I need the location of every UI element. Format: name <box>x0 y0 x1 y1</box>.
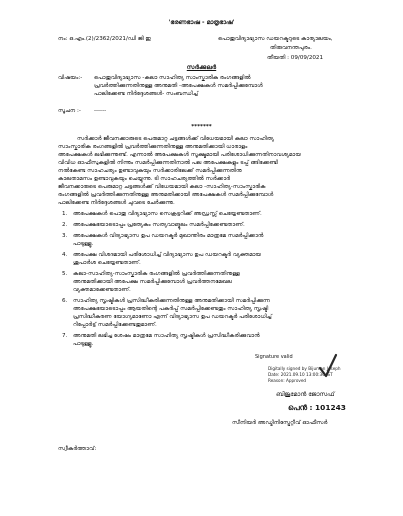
item-line: പാടുള്ളൂ. <box>73 241 94 247</box>
item-line: പാടുള്ളൂ. <box>73 341 94 347</box>
item-number: 5. <box>62 271 68 277</box>
reference-label: സൂചന :- <box>58 108 81 114</box>
reference-value: ------ <box>94 108 107 114</box>
item-line: അനുമതിക്കായി അപേക്ഷ സമർപ്പിക്കുമ്പോൾ പ്രവർത്തനമേഖല <box>73 279 232 285</box>
body-line: കാലതാമസം ഉണ്ടാവുകയും ചെയ്യുന്നു. ടി സാഹചര്യത്തിൽ സർക്കാർ <box>58 176 231 182</box>
recipients-label: സ്വീകർത്താവ്: <box>58 446 97 452</box>
item-line: അപേക്ഷകൾ പൊതു വിദ്യാഭ്യാസ സെക്രട്ടറിക്ക് അഡ്രസ്സ് ചെയ്യേണ്ടതാണ്. <box>73 211 262 217</box>
signatory-designation: സീനിയർ അഡ്മിനിസ്ട്രേറ്റീവ് ഓഫീസർ <box>232 420 328 426</box>
body-line: സർക്കാർ ജീവനക്കാരുടെ പെരുമാറ്റ ചട്ടങ്ങൾക്ക് വിധേയമായി കലാ സാഹിത്യ <box>77 136 274 142</box>
item-line: അപേക്ഷ വിശദമായി പരിശോധിച്ച് വിദ്യാഭ്യാസ ഉപ ഡയറക്ടർ വ്യക്തമായ <box>73 252 262 258</box>
item-line: അപേക്ഷയോടൊപ്പം ആയതിന്റെ പകർപ്പ് സമർപ്പിക്കേണ്ടതും സാഹിത്യ സൃഷ്ടി <box>73 306 269 312</box>
item-line: സാഹിത്യ സൃഷ്ടികൾ പ്രസിദ്ധീകരിക്കുന്നതിനുള്ള അനുമതിക്കായി സമർപ്പിക്കുന്ന <box>73 298 270 304</box>
signature-reason: Reason: Approved <box>268 378 307 383</box>
item-line: ശുപാർശ ചെയ്യേണ്ടതാണ്. <box>73 260 141 266</box>
body-line: രംഗങ്ങളിൽ പ്രവർത്തിക്കുന്നതിനുള്ള അനുമതിക്കായി അപേക്ഷകൾ സമർപ്പിക്കുമ്പോൾ <box>58 192 274 198</box>
signatory-name: ബിജുമോൻ ജോസഫ് <box>276 391 335 398</box>
item-number: 6. <box>62 298 68 304</box>
subject-line: പൊതുവിദ്യാഭ്യാസ -കലാ സാഹിത്യ സാംസ്കാരിക രംഗങ്ങളിൽ <box>94 75 251 81</box>
item-line: റിപ്പോർട്ട് സമർപ്പിക്കേണ്ടതുമാണ്. <box>73 322 157 328</box>
item-line: കലാ-സാഹിത്യ-സാംസ്കാരിക രംഗങ്ങളിൽ പ്രവർത്തിക്കുന്നതിനുള്ള <box>73 271 240 277</box>
body-line: സാംസ്കാരിക രംഗങ്ങളിൽ പ്രവർത്തിക്കുന്നതിനുള്ള അനുമതിക്കായി ധാരാളം <box>58 144 248 150</box>
reference-number: നം: ഒ.എം.(2)/2362/2021/ഡി ജി ഇ <box>58 36 151 42</box>
office-city: തിരുവനന്തപുരം. <box>270 45 312 51</box>
subject-line: പ്രവർത്തിക്കുന്നതിനുള്ള അനുമതി -അപേക്ഷകൾ സമർപ്പിക്കുമ്പോൾ <box>94 83 263 89</box>
signature-valid-label: Signature valid <box>255 354 293 360</box>
digital-signer: Digitally signed by Bijumon Joseph <box>268 366 341 371</box>
subject-label: വിഷയം:- <box>58 75 83 81</box>
item-line: വ്യക്തമാക്കേണ്ടതാണ്. <box>73 287 131 293</box>
signature-date: Date: 2021.09.10 13:00:36 IST <box>268 372 333 377</box>
separator: ******* <box>191 124 212 130</box>
item-number: 1. <box>62 211 68 217</box>
item-number: 2. <box>62 222 68 228</box>
issue-date: തീയതി : 09/09/2021 <box>267 55 324 61</box>
item-number: 7. <box>62 333 68 339</box>
item-number: 4. <box>62 252 68 258</box>
item-line: അപേക്ഷയോടൊപ്പം പ്രത്യേകം സത്യവാങ്മൂലം സമർപ്പിക്കേണ്ടതാണ്. <box>73 222 245 228</box>
document-title: സർക്കുലർ <box>186 64 217 71</box>
item-number: 3. <box>62 233 68 239</box>
body-line: അപേക്ഷകൾ ലഭിക്കുന്നുണ്ട്. എന്നാൽ അപേക്ഷകൾ സൂക്ഷ്മമായി പരിശോധിക്കുന്നതിനാവശ്യമായ <box>58 152 301 158</box>
pen-number: പെൻ : 101243 <box>288 403 346 412</box>
subject-line: പാലിക്കേണ്ട നിർദ്ദേശങ്ങൾ- സംബന്ധിച്ച് <box>94 91 199 97</box>
office-name: പൊതുവിദ്യാഭ്യാസ ഡയറക്ടറുടെ കാര്യാലയം, <box>218 36 333 42</box>
item-line: അനുമതി ലഭിച്ച ശേഷം മാത്രമേ സാഹിത്യ സൃഷ്ടികൾ പ്രസിദ്ധീകരിക്കുവാൻ <box>73 333 260 339</box>
body-line: പാലിക്കേണ്ട നിർദ്ദേശങ്ങൾ ചുവടെ ചേർക്കുന്നു. <box>58 200 175 206</box>
body-line: നൽകേണ്ട സാഹചര്യം ഉണ്ടാവുകയും സർക്കാരിലേക്ക് സമർപ്പിക്കുന്നതിനു <box>58 168 242 174</box>
body-line: ജീവനക്കാരുടെ പെരുമാറ്റ ചട്ടങ്ങൾക്ക് വിധേയമായി കലാ -സാഹിത്യ-സാംസ്കാരിക <box>58 184 266 190</box>
motto: 'ഭരണഭാഷ - മാതൃഭാഷ' <box>168 19 235 26</box>
body-line: വിവിധ ഓഫീസുകളിൽ നിന്നും സമർപ്പിക്കുന്നതിനാൽ പല അപേക്ഷകളും ടപ്പ് ങ്ങിക്കേണ്ടി <box>58 160 278 166</box>
item-line: പ്രസിദ്ധീകരണ യോഗ്യമാണോ എന്ന് വിദ്യാഭ്യാസ ഉപ ഡയറക്ടർ പരിശോധിച്ച് <box>73 314 272 320</box>
item-line: അപേക്ഷകൾ വിദ്യാഭ്യാസ ഉപ ഡയറക്ടർ മുഖാന്തിരം മാത്രമേ സമർപ്പിക്കാൻ <box>73 233 264 239</box>
